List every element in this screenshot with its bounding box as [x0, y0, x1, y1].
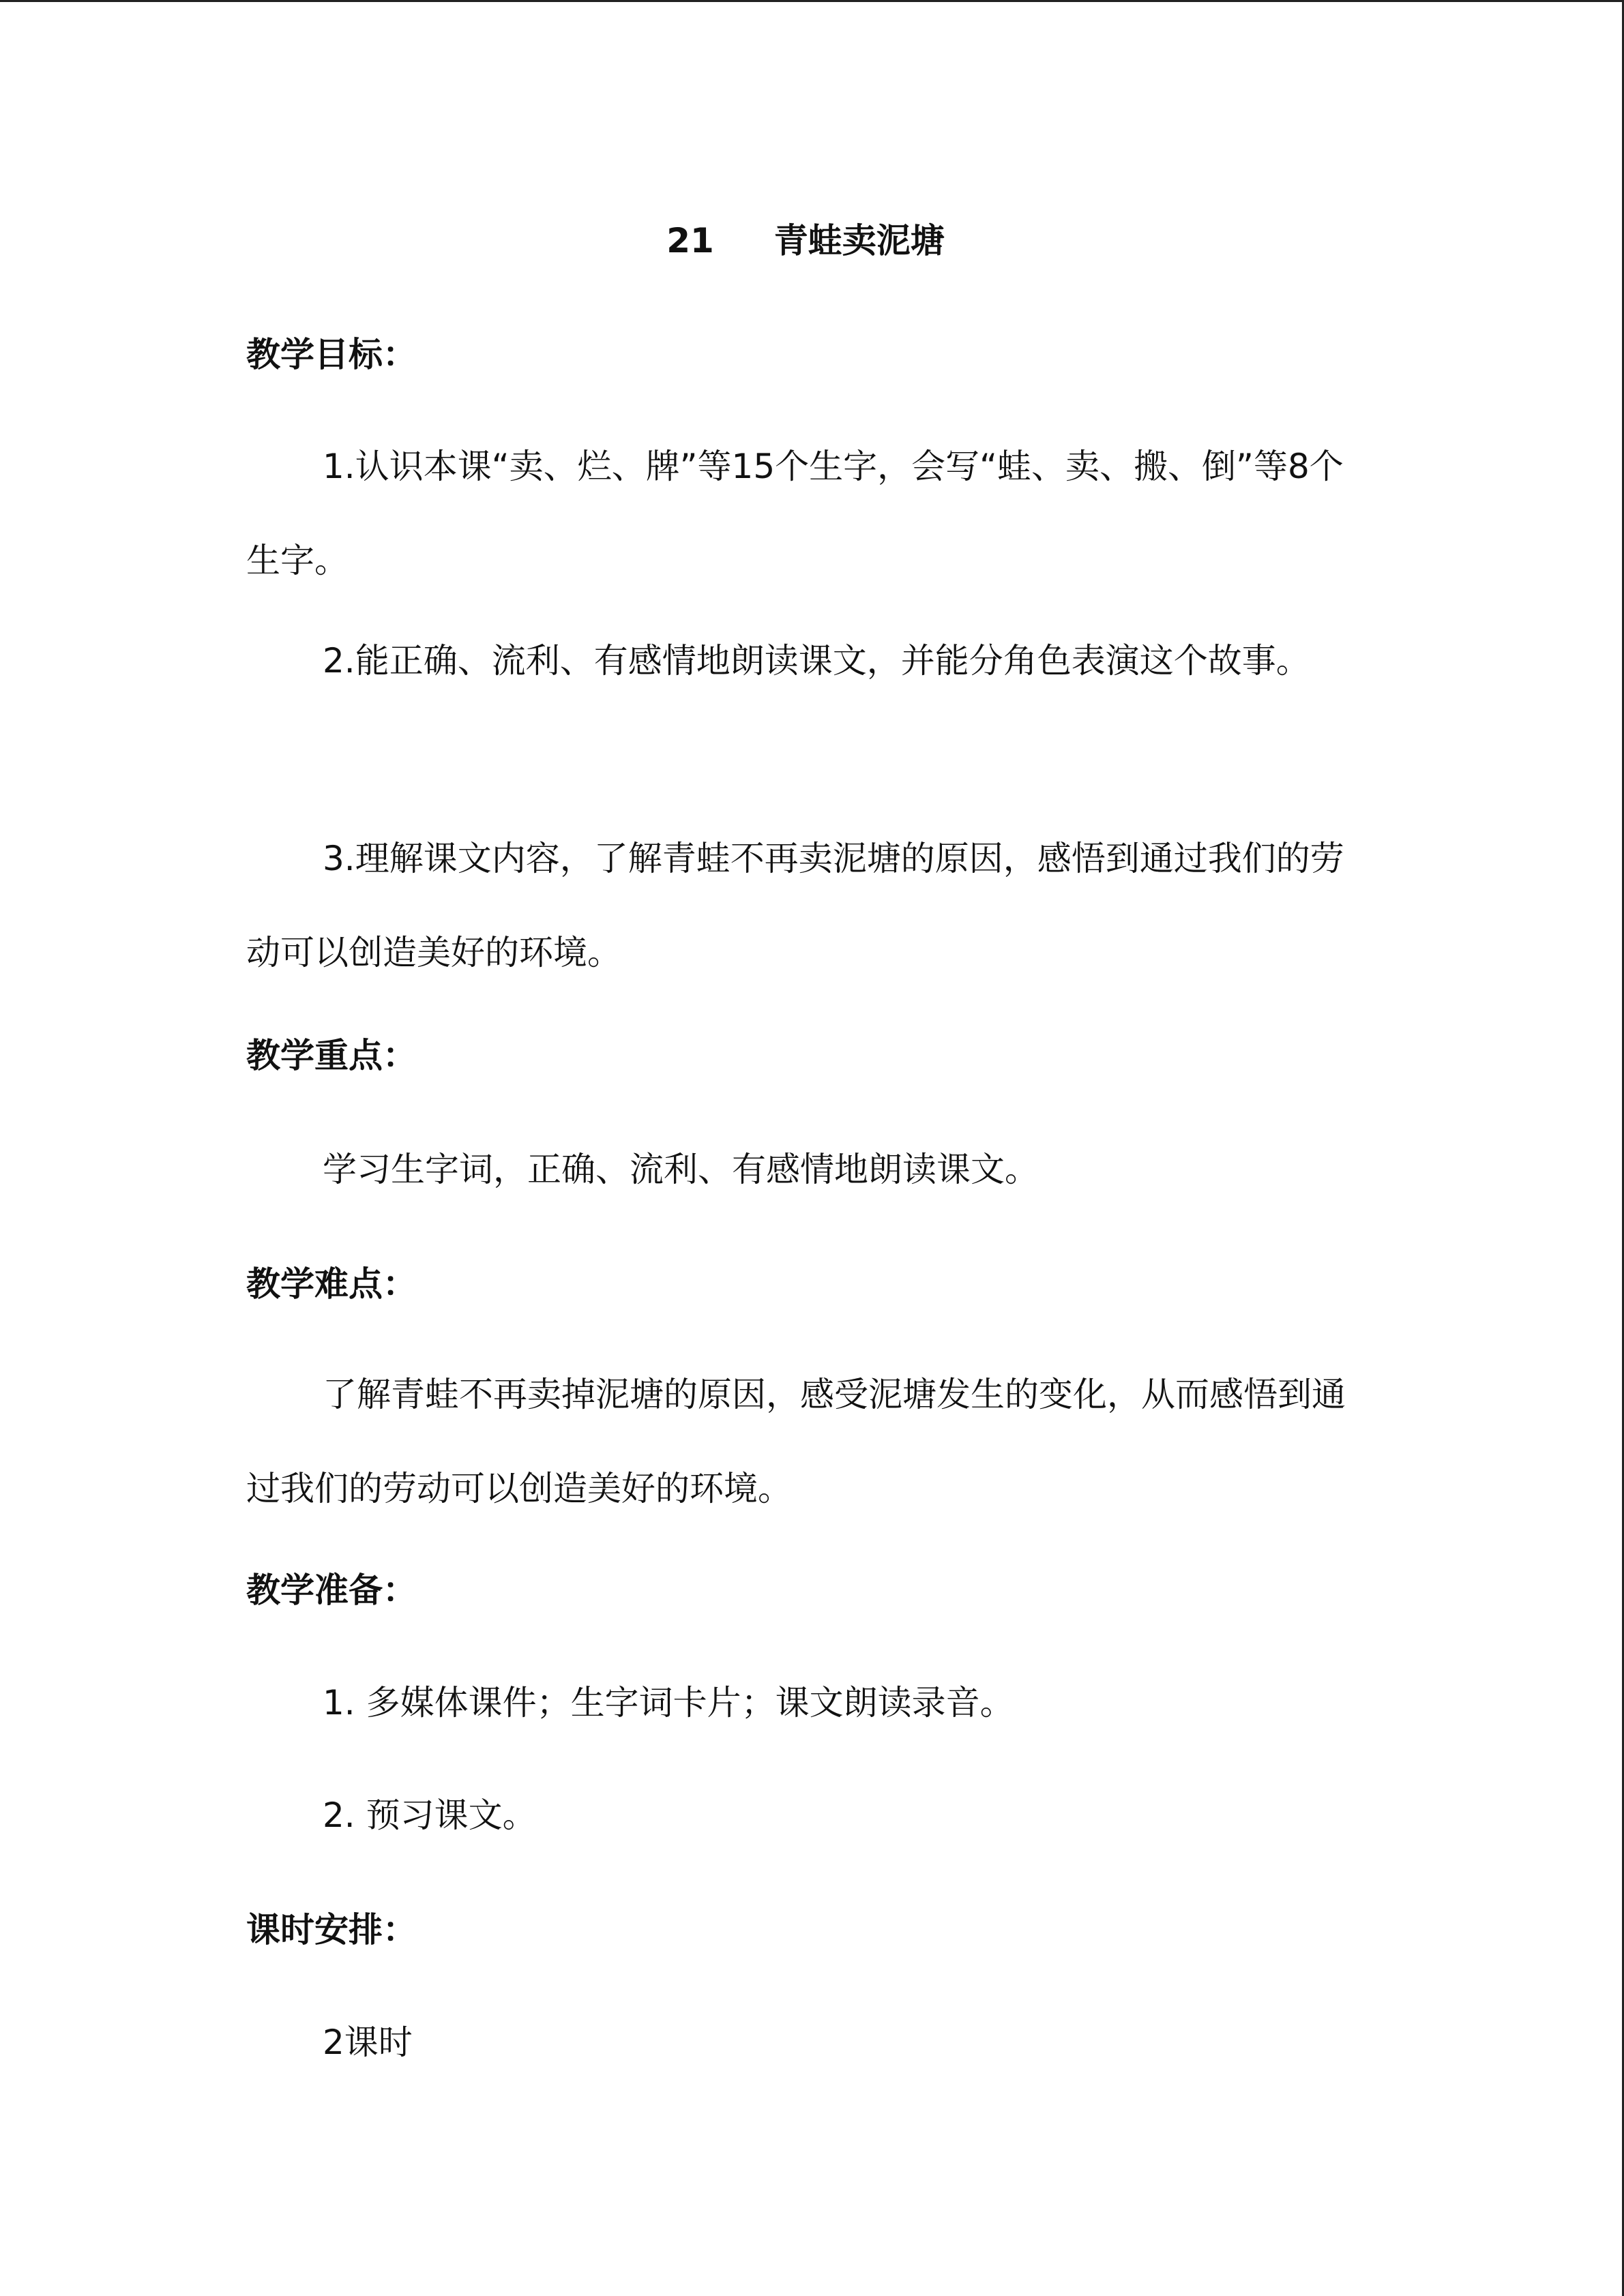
- lesson-title-text: 青蛙卖泥塘: [773, 221, 945, 260]
- key-points-heading: 教学重点：: [246, 1036, 417, 1075]
- preparation-heading: 教学准备：: [246, 1570, 417, 1610]
- key-points-text: 学习生字词，正确、流利、有感情地朗读课文。: [323, 1150, 1039, 1189]
- lesson-title: [246, 217, 1365, 265]
- page-border-top: [0, 0, 1624, 2]
- preparation-item: 1. 多媒体课件；生字词卡片；课文朗读录音。: [323, 1683, 1014, 1723]
- objectives-heading: 教学目标：: [246, 335, 417, 374]
- schedule-text: 2课时: [323, 2023, 413, 2062]
- objective-item: 2.能正确、流利、有感情地朗读课文，并能分角色表演这个故事。: [323, 641, 1310, 681]
- difficulties-heading: 教学难点：: [246, 1264, 417, 1304]
- preparation-item: 2. 预习课文。: [323, 1795, 537, 1835]
- difficulties-text: 了解青蛙不再卖掉泥塘的原因，感受泥塘发生的变化，从而感悟到通过我们的劳动可以创造美好的环境。: [246, 1375, 1346, 1508]
- objective-item: 1.认识本课“卖、烂、牌”等15个生字，会写“蛙、卖、搬、倒”等8个生字。: [246, 447, 1344, 580]
- lesson-number: 21: [666, 221, 714, 260]
- schedule-heading: 课时安排：: [246, 1910, 417, 1950]
- objective-item: 3.理解课文内容，了解青蛙不再卖泥塘的原因，感悟到通过我们的劳动可以创造美好的环境。: [246, 839, 1344, 972]
